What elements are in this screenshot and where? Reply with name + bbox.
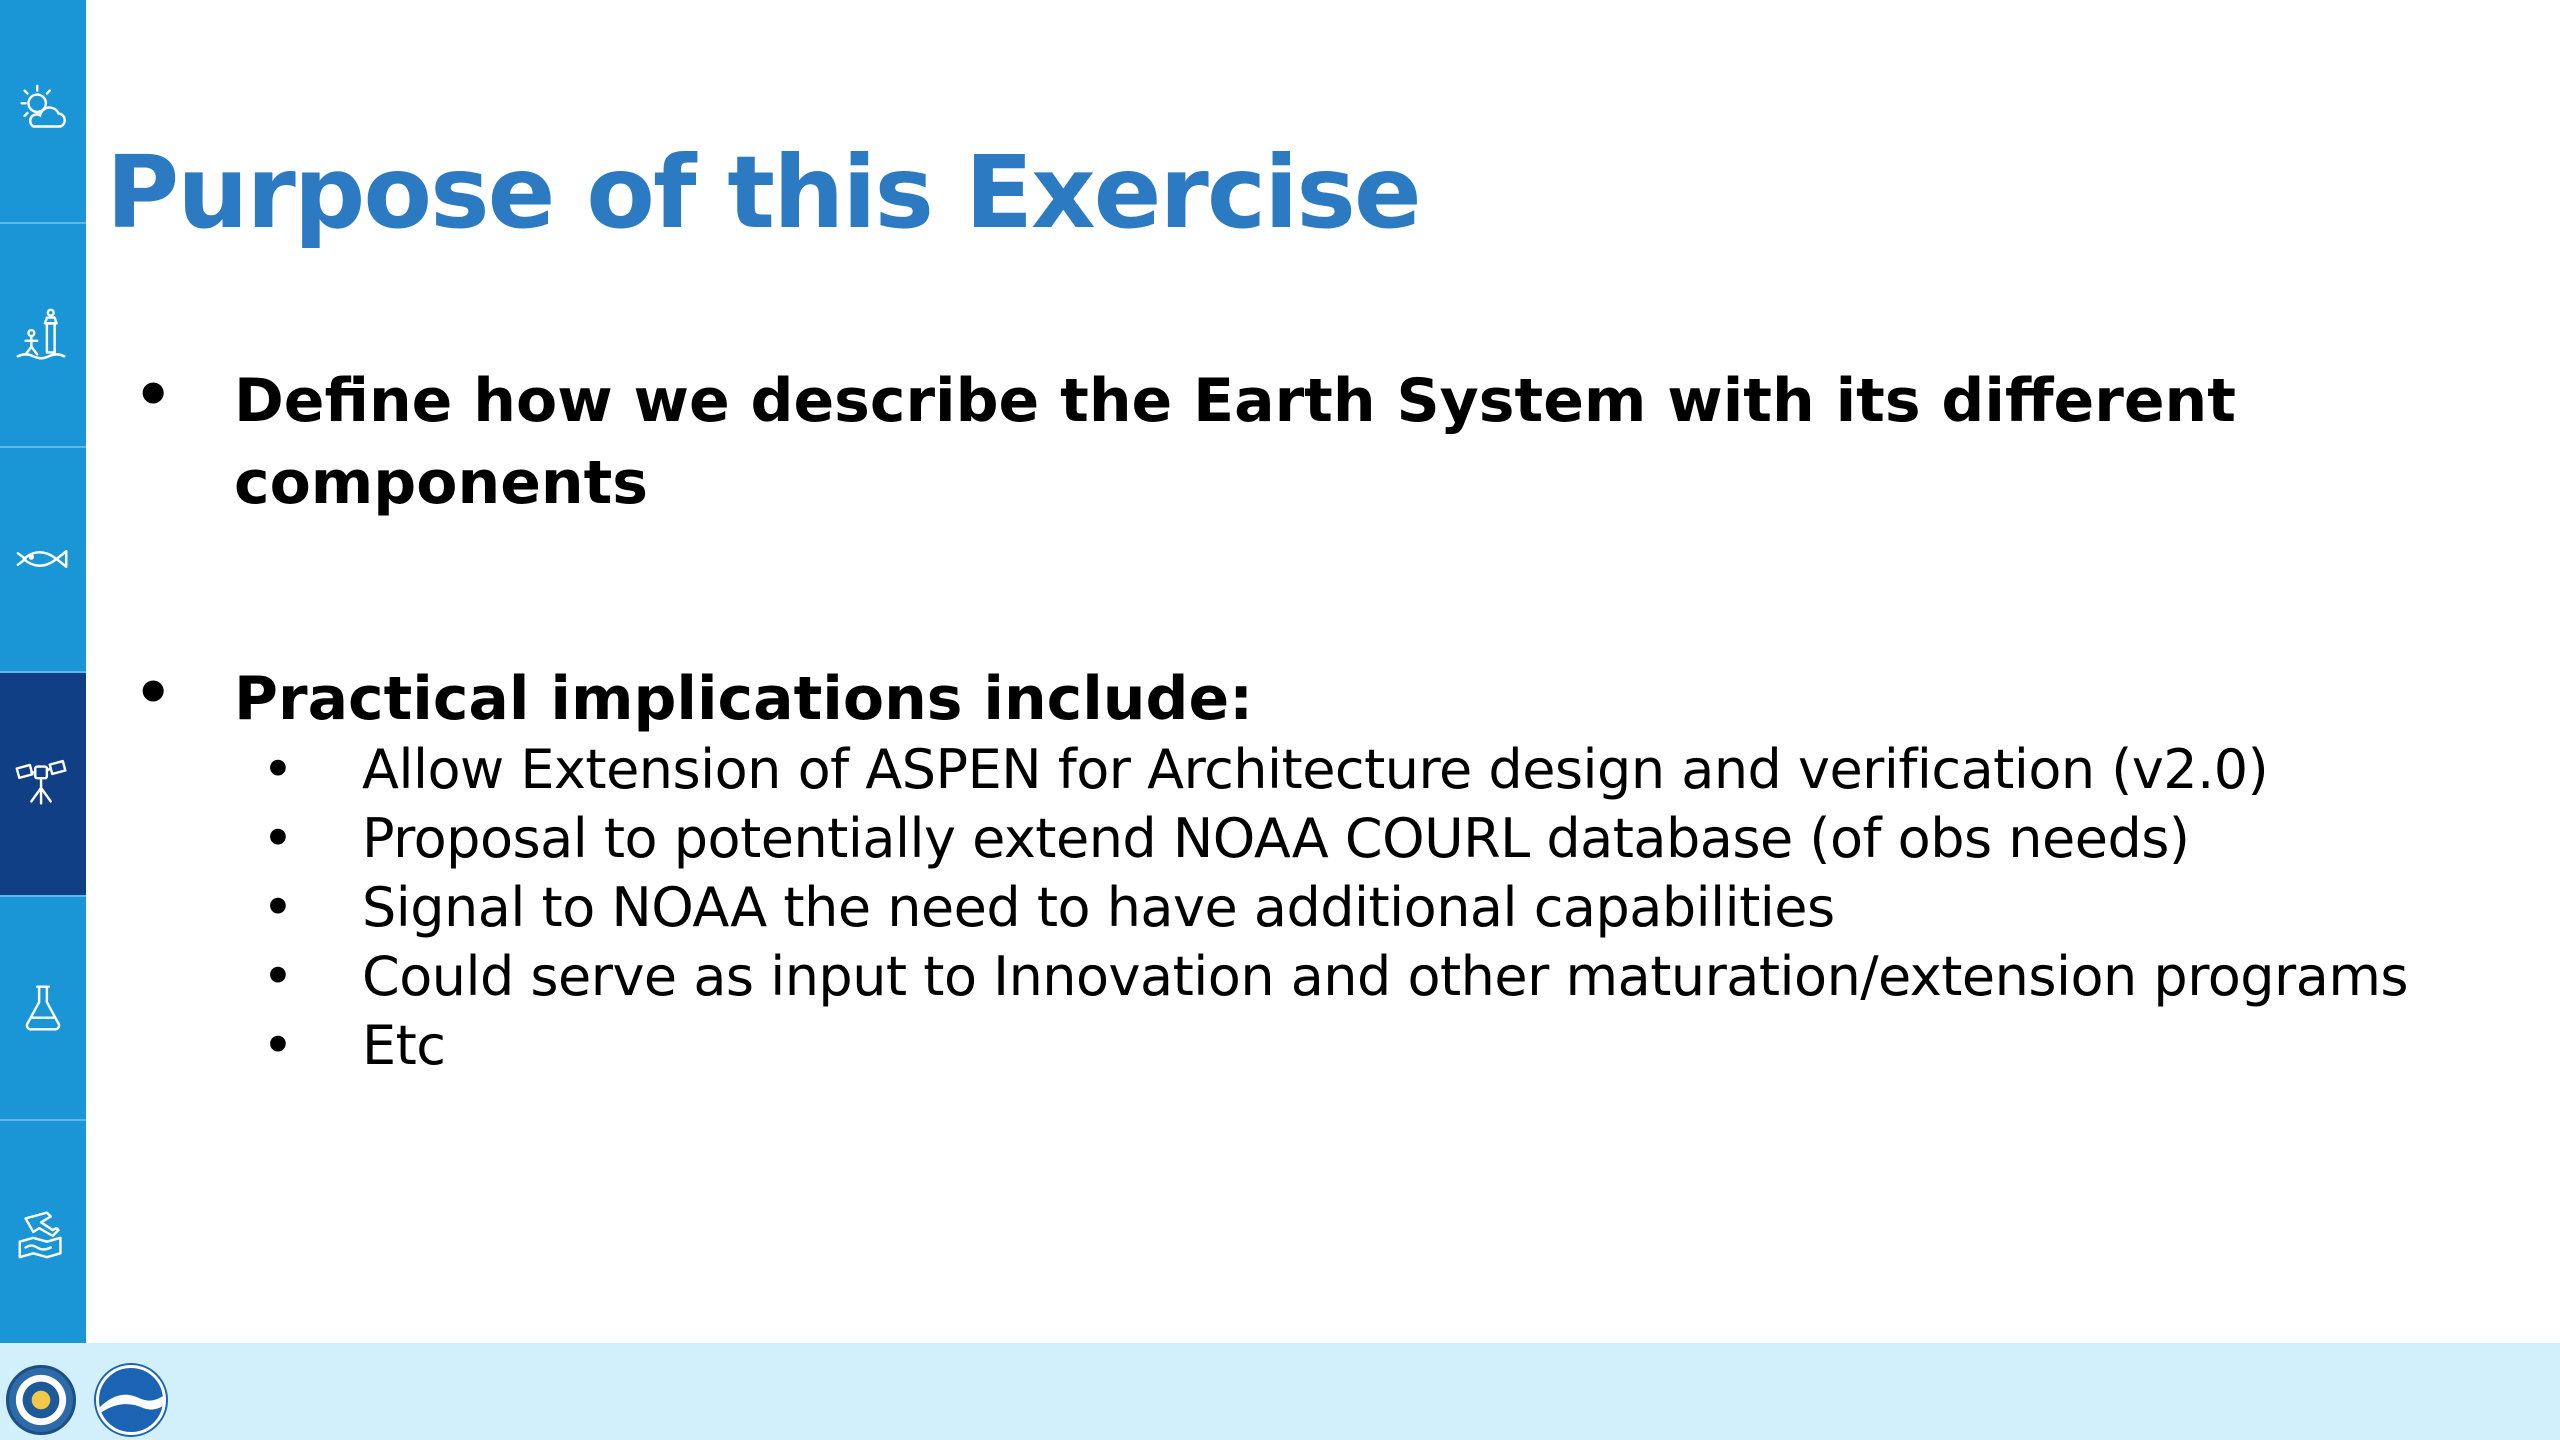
sidebar-item-research[interactable] <box>0 897 86 1121</box>
sidebar-item-satellites[interactable] <box>0 673 86 897</box>
bullet-marker: • <box>134 658 173 728</box>
flask-icon <box>12 977 74 1039</box>
bullet-marker: • <box>262 876 294 939</box>
sub-bullet-text: Proposal to potentially extend NOAA COURL database (of obs needs) <box>362 807 2190 870</box>
sub-bullet-text: Could serve as input to Innovation and other maturation/extension programs <box>362 945 2409 1008</box>
bullet-marker: • <box>134 360 173 430</box>
sidebar <box>0 0 86 1343</box>
bullet-marker: • <box>262 1014 294 1077</box>
bullet-marker: • <box>262 738 294 801</box>
department-of-commerce-seal <box>6 1365 76 1435</box>
footer-bar <box>0 1343 2560 1440</box>
page-title: Purpose of this Exercise <box>106 134 1420 251</box>
sidebar-item-weather[interactable] <box>0 0 86 224</box>
bullet-text: Practical implications include: <box>234 664 1254 734</box>
noaa-bird-icon <box>99 1368 163 1432</box>
sub-bullet-text: Signal to NOAA the need to have additional capabilities <box>362 876 1835 939</box>
person-lighthouse-icon <box>12 304 74 366</box>
weather-sun-cloud-icon <box>12 80 74 142</box>
sub-bullet-text: Etc <box>362 1014 446 1077</box>
satellite-icon <box>12 753 74 815</box>
noaa-logo <box>96 1365 166 1435</box>
bullet-marker: • <box>262 945 294 1008</box>
bullet-marker: • <box>262 807 294 870</box>
map-plane-icon <box>12 1201 74 1263</box>
sidebar-item-navigation[interactable] <box>0 1121 86 1343</box>
sidebar-item-coast[interactable] <box>0 224 86 448</box>
sidebar-item-fisheries[interactable] <box>0 448 86 672</box>
fish-icon <box>12 528 74 590</box>
sub-bullet-text: Allow Extension of ASPEN for Architecture design and verification (v2.0) <box>362 738 2269 801</box>
bullet-text: Define how we describe the Earth System with its different components <box>234 366 2236 518</box>
